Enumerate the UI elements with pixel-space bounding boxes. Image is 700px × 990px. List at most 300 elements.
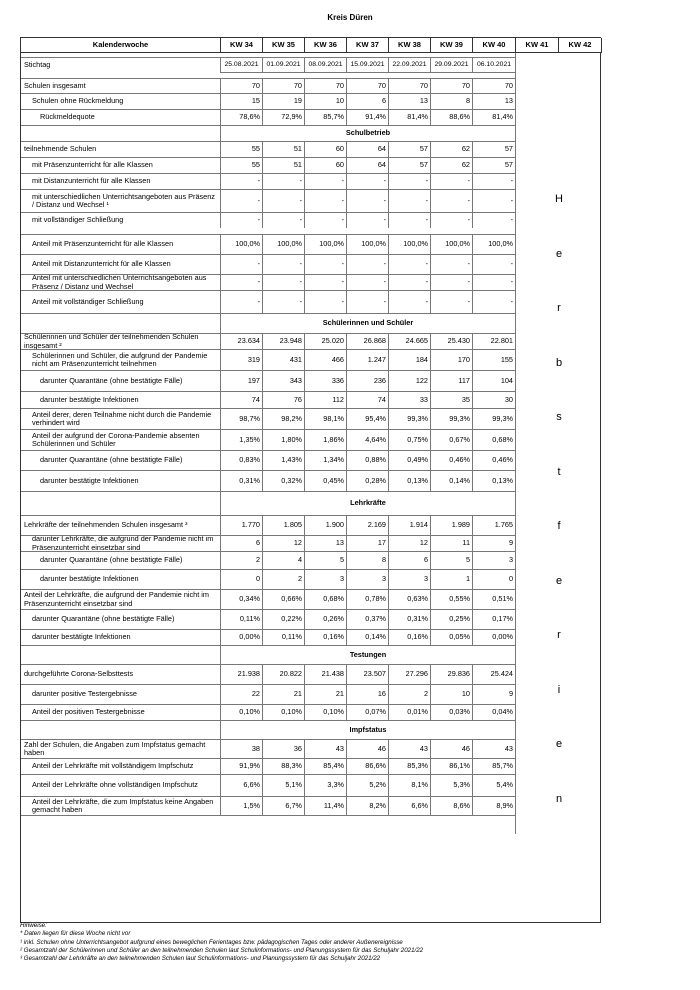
data-cell: 81,4% — [473, 109, 516, 125]
holiday-letter: f — [557, 520, 561, 532]
data-cell: 1.765 — [473, 515, 516, 535]
holiday-letter: e — [555, 247, 563, 260]
data-cell: - — [431, 212, 473, 228]
data-cell: 0,75% — [389, 429, 431, 450]
data-cell: 43 — [305, 739, 347, 758]
section-spacer — [21, 313, 221, 333]
data-cell: 2 — [263, 569, 305, 589]
table-bottom-border — [21, 815, 516, 834]
row-label: Zahl der Schulen, die Angaben zum Impfstatus gemacht haben — [21, 739, 221, 758]
data-cell: 12 — [263, 535, 305, 551]
holiday-letter: H — [555, 193, 563, 205]
column-header-week: KW 37 — [347, 38, 389, 53]
data-cell: 197 — [221, 370, 263, 391]
data-cell: 3,3% — [305, 774, 347, 796]
data-cell: 1.805 — [263, 515, 305, 535]
data-cell: 8,9% — [473, 796, 516, 815]
data-cell: 0,22% — [263, 609, 305, 629]
stichtag-date: 29.09.2021 — [431, 57, 473, 73]
data-cell: 1.900 — [305, 515, 347, 535]
data-cell: 70 — [221, 78, 263, 93]
data-cell: 112 — [305, 391, 347, 408]
data-cell: 57 — [389, 141, 431, 157]
note-item: ¹ inkl. Schulen ohne Unterrichtsangebot aufgrund eines beweglichen Ferientages bzw. pädagogischen Tages oder anderer Außenereignisse — [20, 938, 403, 946]
data-cell: 0,37% — [347, 609, 389, 629]
data-cell: - — [347, 274, 389, 290]
data-cell: 72,9% — [263, 109, 305, 125]
data-cell: - — [263, 173, 305, 189]
row-label: darunter Quarantäne (ohne bestätigte Fälle) — [21, 609, 221, 629]
row-label: darunter Quarantäne (ohne bestätigte Fälle) — [21, 370, 221, 391]
holiday-letter: t — [557, 465, 561, 478]
column-header-week: KW 36 — [305, 38, 347, 53]
holiday-letter: r — [557, 302, 561, 314]
data-cell: - — [431, 274, 473, 290]
data-cell: 21 — [305, 684, 347, 704]
data-cell: 0,46% — [431, 450, 473, 470]
stichtag-label: Stichtag — [21, 57, 221, 73]
data-cell: 99,3% — [431, 408, 473, 429]
data-cell: 0,49% — [389, 450, 431, 470]
column-header-week: KW 40 — [473, 38, 516, 53]
data-cell: 0,11% — [263, 629, 305, 645]
data-cell: 5 — [431, 551, 473, 569]
data-cell: 0,07% — [347, 704, 389, 720]
data-cell: 0,26% — [305, 609, 347, 629]
data-cell: - — [221, 290, 263, 313]
section-header-impfstatus: Impfstatus — [221, 720, 516, 739]
notes-heading: Hinweise: — [20, 922, 47, 929]
row-label: Anteil der Lehrkräfte, die aufgrund der Pandemie nicht im Präsenzunterricht einsetzbar sind — [21, 589, 221, 609]
note-item: ² Gesamtzahl der Schülerinnen und Schüler an den teilnehmenden Schulen laut Schulinformations- und Planungssystem für das Schuljahr 2021/22 — [20, 947, 424, 955]
data-cell: 0 — [473, 569, 516, 589]
data-cell: 22 — [221, 684, 263, 704]
data-cell: 99,3% — [473, 408, 516, 429]
data-cell: - — [305, 189, 347, 212]
data-cell: 85,7% — [305, 109, 347, 125]
data-cell: - — [347, 189, 389, 212]
data-cell: 100,0% — [389, 234, 431, 254]
data-cell: 21.938 — [221, 664, 263, 684]
data-cell: - — [221, 189, 263, 212]
data-cell: 76 — [263, 391, 305, 408]
data-cell: 5,1% — [263, 774, 305, 796]
data-cell: 5 — [305, 551, 347, 569]
data-cell: 0,67% — [431, 429, 473, 450]
data-cell: 17 — [347, 535, 389, 551]
data-cell: 1.989 — [431, 515, 473, 535]
data-cell: 88,3% — [263, 758, 305, 774]
data-cell: 0,51% — [473, 589, 516, 609]
row-label: Anteil mit vollständiger Schließung — [21, 290, 221, 313]
row-label: Anteil der aufgrund der Corona-Pandemie absenten Schülerinnen und Schüler — [21, 429, 221, 450]
section-spacer — [21, 125, 221, 141]
data-cell: 43 — [389, 739, 431, 758]
data-cell: - — [263, 212, 305, 228]
column-header-kalenderwoche: Kalenderwoche — [21, 38, 221, 53]
data-cell: 0,63% — [389, 589, 431, 609]
data-cell: 9 — [473, 684, 516, 704]
data-cell: 64 — [347, 157, 389, 173]
data-cell: 0,31% — [221, 470, 263, 491]
data-cell: 36 — [263, 739, 305, 758]
data-cell: 0,45% — [305, 470, 347, 491]
data-cell: 15 — [221, 93, 263, 109]
data-cell: 60 — [305, 141, 347, 157]
data-cell: 0,04% — [473, 704, 516, 720]
data-cell: 25.424 — [473, 664, 516, 684]
data-cell: 0,66% — [263, 589, 305, 609]
row-label: Schulen insgesamt — [21, 78, 221, 93]
stichtag-date: 25.08.2021 — [221, 57, 263, 73]
data-cell: 6 — [347, 93, 389, 109]
data-cell: 100,0% — [221, 234, 263, 254]
row-label: mit Präsenzunterricht für alle Klassen — [21, 157, 221, 173]
data-cell: 85,4% — [305, 758, 347, 774]
data-cell: 0,16% — [305, 629, 347, 645]
data-cell: - — [263, 274, 305, 290]
data-cell: - — [221, 173, 263, 189]
data-cell: 46 — [347, 739, 389, 758]
data-cell: 10 — [431, 684, 473, 704]
data-cell: 86,6% — [347, 758, 389, 774]
data-cell: 343 — [263, 370, 305, 391]
data-cell: - — [431, 173, 473, 189]
data-cell: 25.020 — [305, 333, 347, 349]
data-cell: 98,1% — [305, 408, 347, 429]
data-cell: 0,68% — [305, 589, 347, 609]
data-cell: 70 — [389, 78, 431, 93]
data-cell: 0,11% — [221, 609, 263, 629]
data-cell: 3 — [473, 551, 516, 569]
data-cell: - — [473, 173, 516, 189]
data-cell: 21.438 — [305, 664, 347, 684]
data-cell: 6,6% — [389, 796, 431, 815]
data-cell: - — [305, 290, 347, 313]
data-cell: 6 — [221, 535, 263, 551]
note-item: ³ Gesamtzahl der Lehrkräfte an den teilnehmenden Schulen laut Schulinformations- und Planungssystem für das Schuljahr 2021/22 — [20, 955, 381, 963]
row-label: Anteil mit Präsenzunterricht für alle Klassen — [21, 234, 221, 254]
data-cell: 23.948 — [263, 333, 305, 349]
section-header-sus: Schülerinnen und Schüler — [221, 313, 516, 333]
data-cell: 5,4% — [473, 774, 516, 796]
data-cell: 236 — [347, 370, 389, 391]
data-cell: - — [347, 254, 389, 274]
data-cell: 104 — [473, 370, 516, 391]
data-cell: 64 — [347, 141, 389, 157]
data-cell: - — [305, 173, 347, 189]
data-cell: - — [347, 290, 389, 313]
data-cell: 98,7% — [221, 408, 263, 429]
data-cell: 70 — [347, 78, 389, 93]
row-label: darunter bestätigte Infektionen — [21, 629, 221, 645]
data-cell: 8,1% — [389, 774, 431, 796]
data-cell: 0,03% — [431, 704, 473, 720]
data-cell: 62 — [431, 157, 473, 173]
stichtag-date: 15.09.2021 — [347, 57, 389, 73]
stichtag-date: 22.09.2021 — [389, 57, 431, 73]
data-cell: 6,7% — [263, 796, 305, 815]
data-cell: 0,28% — [347, 470, 389, 491]
data-cell: 0,14% — [347, 629, 389, 645]
data-cell: 1,34% — [305, 450, 347, 470]
data-cell: 0,10% — [305, 704, 347, 720]
holiday-letter: r — [557, 629, 561, 641]
data-cell: 12 — [389, 535, 431, 551]
data-cell: 2 — [389, 684, 431, 704]
data-cell: 11 — [431, 535, 473, 551]
data-cell: 22.801 — [473, 333, 516, 349]
data-cell: 0,31% — [389, 609, 431, 629]
data-cell: 19 — [263, 93, 305, 109]
data-cell: - — [389, 254, 431, 274]
row-label: Anteil mit unterschiedlichen Unterrichtsangeboten aus Präsenz / Distanz und Wechsel — [21, 274, 221, 290]
data-cell: 43 — [473, 739, 516, 758]
data-cell: 25.430 — [431, 333, 473, 349]
row-label: Anteil der Lehrkräfte ohne vollständigen Impfschutz — [21, 774, 221, 796]
data-cell: 336 — [305, 370, 347, 391]
data-cell: - — [473, 189, 516, 212]
data-cell: 8 — [347, 551, 389, 569]
data-cell: - — [389, 290, 431, 313]
data-cell: 29.836 — [431, 664, 473, 684]
data-cell: 0,68% — [473, 429, 516, 450]
data-cell: 2.169 — [347, 515, 389, 535]
data-cell: 184 — [389, 349, 431, 370]
data-cell: 0 — [221, 569, 263, 589]
holiday-letter: e — [555, 738, 563, 750]
data-cell: 100,0% — [347, 234, 389, 254]
data-cell: - — [263, 189, 305, 212]
data-cell: 1.770 — [221, 515, 263, 535]
row-label: teilnehmende Schulen — [21, 141, 221, 157]
column-header-week: KW 35 — [263, 38, 305, 53]
data-table — [20, 37, 601, 923]
row-label: darunter Quarantäne (ohne bestätigte Fälle) — [21, 551, 221, 569]
data-cell: - — [347, 173, 389, 189]
data-cell: 27.296 — [389, 664, 431, 684]
data-cell: - — [263, 254, 305, 274]
note-item: * Daten liegen für diese Woche nicht vor — [20, 930, 131, 938]
data-cell: - — [389, 274, 431, 290]
row-label: durchgeführte Corona-Selbsttests — [21, 664, 221, 684]
data-cell: 62 — [431, 141, 473, 157]
row-label: Schülerinnen und Schüler der teilnehmenden Schulen insgesamt ² — [21, 333, 221, 349]
row-label: Anteil der Lehrkräfte, die zum Impfstatus keine Angaben gemacht haben — [21, 796, 221, 815]
data-cell: 10 — [305, 93, 347, 109]
data-cell: 1.914 — [389, 515, 431, 535]
data-cell: 0,78% — [347, 589, 389, 609]
column-header-week: KW 39 — [431, 38, 473, 53]
data-cell: 21 — [263, 684, 305, 704]
data-cell: 100,0% — [263, 234, 305, 254]
data-cell: 1 — [431, 569, 473, 589]
data-cell: 51 — [263, 157, 305, 173]
data-cell: 0,13% — [389, 470, 431, 491]
section-spacer — [21, 645, 221, 664]
data-cell: 0,16% — [389, 629, 431, 645]
data-cell: 70 — [263, 78, 305, 93]
data-cell: 2 — [221, 551, 263, 569]
data-cell: - — [221, 254, 263, 274]
data-cell: 60 — [305, 157, 347, 173]
column-header-week: KW 34 — [221, 38, 263, 53]
stichtag-date: 01.09.2021 — [263, 57, 305, 73]
data-cell: 0,55% — [431, 589, 473, 609]
data-cell: 74 — [347, 391, 389, 408]
data-cell: - — [389, 212, 431, 228]
data-cell: 13 — [473, 93, 516, 109]
data-cell: - — [389, 189, 431, 212]
row-label: darunter bestätigte Infektionen — [21, 569, 221, 589]
data-cell: 0,00% — [473, 629, 516, 645]
section-header-lehrkraefte: Lehrkräfte — [221, 491, 516, 515]
holiday-letter: e — [555, 574, 563, 587]
data-cell: 0,46% — [473, 450, 516, 470]
data-cell: - — [431, 290, 473, 313]
row-label: Lehrkräfte der teilnehmenden Schulen insgesamt ³ — [21, 515, 221, 535]
data-cell: 23.634 — [221, 333, 263, 349]
data-cell: 57 — [473, 157, 516, 173]
data-cell: 1.247 — [347, 349, 389, 370]
data-cell: 8 — [431, 93, 473, 109]
data-cell: 319 — [221, 349, 263, 370]
data-cell: 100,0% — [473, 234, 516, 254]
data-cell: 85,7% — [473, 758, 516, 774]
data-cell: 46 — [431, 739, 473, 758]
data-cell: - — [305, 274, 347, 290]
data-cell: 95,4% — [347, 408, 389, 429]
data-cell: - — [347, 212, 389, 228]
data-cell: 3 — [389, 569, 431, 589]
row-label: Rückmeldequote — [21, 109, 221, 125]
data-cell: 70 — [431, 78, 473, 93]
data-cell: 100,0% — [305, 234, 347, 254]
data-cell: 91,4% — [347, 109, 389, 125]
data-cell: - — [473, 254, 516, 274]
row-label: Anteil derer, deren Teilnahme nicht durch die Pandemie verhindert wird — [21, 408, 221, 429]
section-spacer — [21, 720, 221, 739]
data-cell: - — [221, 212, 263, 228]
data-cell: 1,86% — [305, 429, 347, 450]
row-label: mit Distanzunterricht für alle Klassen — [21, 173, 221, 189]
data-cell: 5,3% — [431, 774, 473, 796]
data-cell: - — [263, 290, 305, 313]
data-cell: 1,43% — [263, 450, 305, 470]
data-cell: 57 — [389, 157, 431, 173]
data-cell: - — [473, 274, 516, 290]
data-cell: 70 — [305, 78, 347, 93]
stichtag-date: 06.10.2021 — [473, 57, 516, 73]
data-cell: 6 — [389, 551, 431, 569]
data-cell: 8,2% — [347, 796, 389, 815]
data-cell: - — [473, 290, 516, 313]
section-spacer — [21, 491, 221, 515]
holiday-letter: i — [557, 683, 561, 696]
data-cell: 55 — [221, 141, 263, 157]
data-cell: 431 — [263, 349, 305, 370]
holiday-letter: b — [555, 356, 563, 369]
data-cell: 13 — [389, 93, 431, 109]
page-title: Kreis Düren — [327, 13, 373, 22]
data-cell: 81,4% — [389, 109, 431, 125]
data-cell: 33 — [389, 391, 431, 408]
data-cell: 70 — [473, 78, 516, 93]
data-cell: 466 — [305, 349, 347, 370]
data-cell: 9 — [473, 535, 516, 551]
data-cell: 85,3% — [389, 758, 431, 774]
data-cell: 0,13% — [473, 470, 516, 491]
section-header-testungen: Testungen — [221, 645, 516, 664]
row-label: darunter Quarantäne (ohne bestätigte Fälle) — [21, 450, 221, 470]
data-cell: 122 — [389, 370, 431, 391]
data-cell: 20.822 — [263, 664, 305, 684]
column-header-week: KW 38 — [389, 38, 431, 53]
data-cell: 0,83% — [221, 450, 263, 470]
data-cell: - — [305, 212, 347, 228]
row-label: darunter Lehrkräfte, die aufgrund der Pandemie nicht im Präsenzunterricht einsetzbar sind — [21, 535, 221, 551]
data-cell: 0,34% — [221, 589, 263, 609]
row-label: mit unterschiedlichen Unterrichtsangeboten aus Präsenz / Distanz und Wechsel ¹ — [21, 189, 221, 212]
holiday-column — [516, 53, 602, 856]
row-label: Schulen ohne Rückmeldung — [21, 93, 221, 109]
row-label: Schülerinnen und Schüler, die aufgrund der Pandemie nicht am Präsenzunterricht teilnehmen — [21, 349, 221, 370]
stichtag-date: 08.09.2021 — [305, 57, 347, 73]
data-cell: 0,10% — [221, 704, 263, 720]
data-cell: 57 — [473, 141, 516, 157]
column-header-week: KW 41 — [516, 38, 559, 53]
data-cell: 155 — [473, 349, 516, 370]
row-label: Anteil der Lehrkräfte mit vollständigem Impfschutz — [21, 758, 221, 774]
data-cell: 74 — [221, 391, 263, 408]
data-cell: 26.868 — [347, 333, 389, 349]
data-cell: 100,0% — [431, 234, 473, 254]
row-label: Anteil der positiven Testergebnisse — [21, 704, 221, 720]
data-cell: 1,35% — [221, 429, 263, 450]
data-cell: 0,10% — [263, 704, 305, 720]
column-header-week: KW 42 — [559, 38, 602, 53]
data-cell: 0,01% — [389, 704, 431, 720]
data-cell: 13 — [305, 535, 347, 551]
data-cell: 4,64% — [347, 429, 389, 450]
row-label: darunter bestätigte Infektionen — [21, 391, 221, 408]
data-cell: 91,9% — [221, 758, 263, 774]
data-cell: 0,25% — [431, 609, 473, 629]
row-label: darunter bestätigte Infektionen — [21, 470, 221, 491]
data-cell: 55 — [221, 157, 263, 173]
data-cell: 4 — [263, 551, 305, 569]
data-cell: 88,6% — [431, 109, 473, 125]
data-cell: 0,88% — [347, 450, 389, 470]
data-cell: 38 — [221, 739, 263, 758]
data-cell: 1,80% — [263, 429, 305, 450]
data-cell: 1,5% — [221, 796, 263, 815]
data-cell: 0,00% — [221, 629, 263, 645]
row-label: Anteil mit Distanzunterricht für alle Klassen — [21, 254, 221, 274]
data-cell: 24.665 — [389, 333, 431, 349]
data-cell: 23.507 — [347, 664, 389, 684]
data-cell: 3 — [347, 569, 389, 589]
data-cell: 6,6% — [221, 774, 263, 796]
data-cell: - — [389, 173, 431, 189]
data-cell: 11,4% — [305, 796, 347, 815]
data-cell: 3 — [305, 569, 347, 589]
data-cell: 0,14% — [431, 470, 473, 491]
data-cell: 30 — [473, 391, 516, 408]
data-cell: 8,6% — [431, 796, 473, 815]
holiday-letter: s — [556, 411, 562, 423]
data-cell: 5,2% — [347, 774, 389, 796]
